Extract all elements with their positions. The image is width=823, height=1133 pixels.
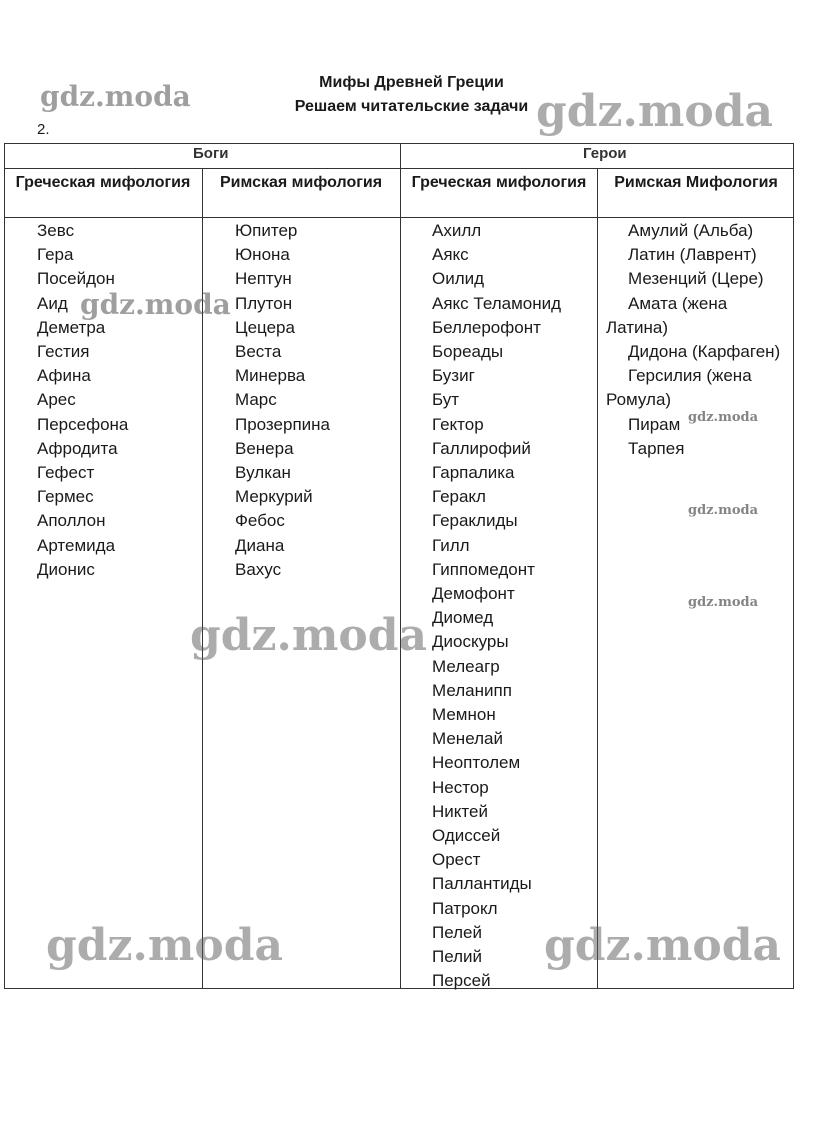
list-item: Оилид [432, 269, 485, 289]
column-header-heroes-greek: Греческая мифология [411, 174, 587, 191]
list-item: Марс [235, 390, 277, 410]
watermark-logo: gdz.moda [688, 410, 759, 425]
watermark-logo: gdz.moda [688, 595, 759, 610]
list-item: Диомед [432, 608, 494, 628]
list-item: Дионис [37, 559, 95, 579]
list-item: Персефона [37, 414, 129, 434]
list-item: Пелий [432, 947, 483, 967]
list-item: Гестия [37, 342, 90, 362]
list-item: Бореады [432, 342, 504, 362]
list-item: Беллерофонт [432, 317, 541, 337]
list-item: Арес [37, 390, 76, 410]
list-item: Аид [37, 293, 68, 313]
watermark-logo: gdz.moda [190, 610, 428, 661]
group-header-heroes: Герои [583, 145, 627, 162]
list-item: Плутон [235, 293, 293, 313]
list-item: Нептун [235, 269, 292, 289]
mythology-table [4, 143, 794, 989]
list-item: Юпитер [235, 221, 298, 240]
list-item: Мемнон [432, 705, 496, 725]
list-item: Герсилия (жена Ромула) [606, 366, 752, 410]
list-item: Меркурий [235, 487, 313, 507]
list-gods-roman [235, 219, 330, 582]
list-item: Тарпея [628, 438, 685, 458]
watermark-logo: gdz.moda [80, 288, 231, 321]
watermark-logo: gdz.moda [536, 86, 774, 137]
list-item: Гектор [432, 414, 484, 434]
list-item: Венера [235, 438, 294, 458]
list-item: Гарпалика [432, 463, 515, 483]
header-divider-bottom [5, 217, 793, 218]
watermark-logo: gdz.moda [40, 80, 191, 113]
list-item: Галлирофий [432, 438, 531, 458]
list-item: Менелай [432, 729, 503, 749]
list-item: Неоптолем [432, 753, 521, 773]
task-number: 2. [37, 121, 50, 138]
list-heroes-greek [432, 219, 561, 994]
list-item: Веста [235, 342, 282, 362]
list-item: Паллантиды [432, 874, 532, 894]
list-item: Диоскуры [432, 632, 509, 652]
list-item: Гера [37, 245, 74, 265]
list-item: Орест [432, 850, 481, 870]
list-item: Цецера [235, 317, 295, 337]
list-item: Одиссей [432, 826, 501, 846]
column-header-heroes-roman: Римская Мифология [614, 174, 778, 191]
list-item: Дидона (Карфаген) [628, 342, 781, 362]
list-item: Латин (Лаврент) [628, 245, 757, 265]
list-item: Амулий (Альба) [628, 221, 754, 240]
list-item: Меланипп [432, 680, 512, 700]
watermark-logo: gdz.moda [46, 920, 284, 971]
list-item: Прозерпина [235, 414, 330, 434]
list-item: Бузиг [432, 366, 475, 386]
list-item: Гераклиды [432, 511, 518, 531]
list-item: Мелеагр [432, 656, 500, 676]
list-item: Гефест [37, 463, 95, 483]
list-item: Никтей [432, 801, 488, 821]
group-header-gods: Боги [193, 145, 229, 162]
list-item: Пелей [432, 922, 482, 942]
list-item: Зевс [37, 221, 75, 240]
list-item: Ахилл [432, 221, 482, 240]
list-item: Нестор [432, 777, 489, 797]
list-item: Вахус [235, 559, 282, 579]
column-divider-3 [597, 168, 598, 988]
list-item: Мезенций (Цере) [628, 269, 764, 289]
column-divider-2 [400, 168, 401, 988]
list-item: Пирам [628, 414, 681, 434]
list-item: Гермес [37, 487, 94, 507]
group-divider [400, 144, 401, 168]
list-item: Амата (жена Латина) [606, 293, 728, 337]
list-item: Гиппомедонт [432, 559, 535, 579]
list-item: Юнона [235, 245, 290, 265]
column-header-gods-greek: Греческая мифология [15, 174, 191, 191]
list-item: Минерва [235, 366, 306, 386]
header-divider-top [5, 168, 793, 169]
list-item: Афродита [37, 438, 118, 458]
list-item: Вулкан [235, 463, 291, 483]
list-item: Бут [432, 390, 460, 410]
list-item: Гилл [432, 535, 470, 555]
list-item: Фебос [235, 511, 285, 531]
list-item: Персей [432, 971, 491, 991]
watermark-logo: gdz.moda [688, 503, 759, 518]
list-item: Аполлон [37, 511, 106, 531]
page-subtitle: Решаем читательские задачи [294, 98, 529, 115]
list-item: Демофонт [432, 584, 515, 604]
list-item: Аякс [432, 245, 469, 265]
list-item: Посейдон [37, 269, 115, 289]
list-item: Геракл [432, 487, 486, 507]
list-item: Артемида [37, 535, 116, 555]
list-gods-greek [37, 219, 128, 582]
list-item: Патрокл [432, 898, 498, 918]
list-item: Диана [235, 535, 285, 555]
list-item: Афина [37, 366, 91, 386]
list-item: Аякс Теламонид [432, 293, 562, 313]
column-header-gods-roman: Римская мифология [219, 174, 383, 191]
page-title: Мифы Древней Греции [319, 74, 504, 91]
watermark-logo: gdz.moda [544, 920, 782, 971]
list-item: Деметра [37, 317, 106, 337]
